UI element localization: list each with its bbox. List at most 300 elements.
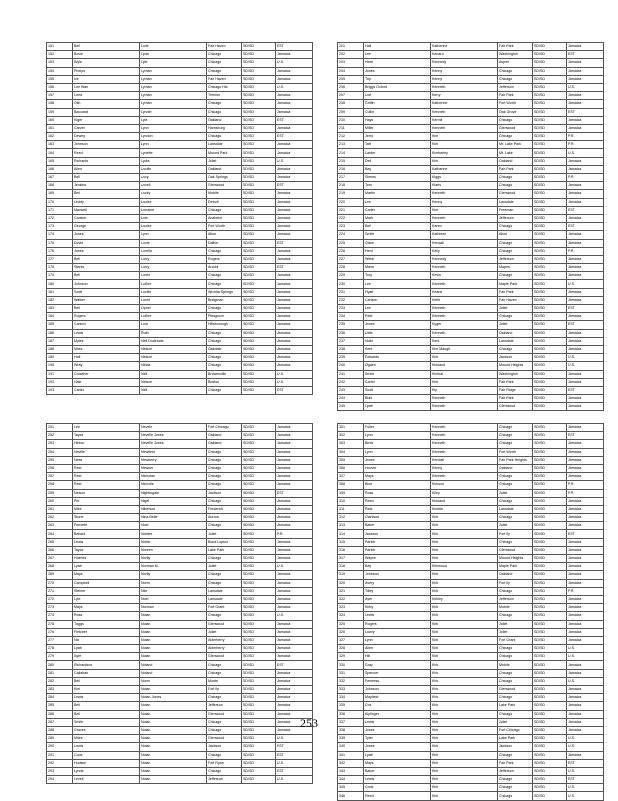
table-cell: Myles [73,337,140,345]
table-cell: Trenton [207,92,242,100]
table-cell: EST [276,743,313,751]
table-cell: Jamaica [567,497,604,505]
table-cell: Edwards [364,354,431,362]
table-cell: Jackson [207,743,242,751]
table-cell: 242 [338,378,364,386]
table-cell: SD/SD [242,337,276,345]
table-cell: Chicago [207,767,242,775]
table-cell: Chicago [207,108,242,116]
table-cell: 337 [338,718,364,726]
table-cell: Jamaica [276,571,313,579]
table-cell: Jamaica [276,464,313,472]
table-cell: 243 [338,386,364,394]
table-cell: 317 [338,555,364,563]
table-cell: EST [276,751,313,759]
table-cell: 219 [338,190,364,198]
table-cell: 342 [338,759,364,767]
table-cell: SD/SD [533,587,567,595]
table-cell: Fort Chicago [498,726,533,734]
table-cell: Mann [364,264,431,272]
table-cell: 310 [338,497,364,505]
table-cell: 230 [338,280,364,288]
table-cell: Lyman [140,92,207,100]
table-cell: 207 [338,92,364,100]
table-cell: U.S. [567,735,604,743]
table-cell: 201 [338,43,364,51]
table-cell: Jamaica [567,403,604,411]
table-cell: Jamaica [567,440,604,448]
table-cell: Baker [364,767,431,775]
table-cell: Nina Belle [140,514,207,522]
table-cell: Jamaica [567,370,604,378]
roster-table-bottom-right [337,423,603,801]
table-cell: Mike [73,505,140,513]
table-cell: EST [567,108,604,116]
table-cell: Jamaica [567,337,604,345]
table-cell: Ayer [73,653,140,661]
table-cell: Noel [140,522,207,530]
table-cell: SD/SD [533,223,567,231]
table-cell: 212 [338,133,364,141]
table-cell: Kyger [431,321,498,329]
table-cell: Jamaica [567,157,604,165]
table-cell: Kirk [431,653,498,661]
table-row [338,157,604,165]
table-cell: Reed [364,497,431,505]
table-row [47,59,313,67]
table-cell: 186 [47,329,73,337]
table-row [47,735,313,743]
table-cell: 222 [338,214,364,222]
table-cell: Chicago [498,67,533,75]
table-cell: Bell [73,702,140,710]
table-cell: SD/SD [533,288,567,296]
table-cell: Tilley [364,587,431,595]
table-cell: EST [276,43,313,51]
table-cell: Lee [73,424,140,432]
table-cell: SD/SD [242,767,276,775]
table-cell: 240 [338,362,364,370]
table-row [338,141,604,149]
table-cell: Fort Ily [498,530,533,538]
table-row [338,743,604,751]
table-cell: SD/SD [242,587,276,595]
table-cell: Norm [140,677,207,685]
table-cell: Jamaica [567,604,604,612]
table-cell: Bay [364,165,431,173]
table-cell: Oak Grove [498,108,533,116]
table-cell: Lynn [140,141,207,149]
table-cell: Pitt [73,497,140,505]
table-cell: SD/SD [242,239,276,247]
table-row [338,735,604,743]
table-cell: Bay [364,563,431,571]
table-cell: Lake Park [498,735,533,743]
table-cell: SD/SD [533,395,567,403]
table-cell: Jamaica [276,718,313,726]
table-row [47,424,313,432]
table-cell: Campbell [73,579,140,587]
table-cell: Lorella [140,247,207,255]
table-cell: Nolan [140,759,207,767]
table-cell: SD/SD [242,473,276,481]
table-cell: Steiner [73,587,140,595]
table-row [47,51,313,59]
table-cell: Nolan [140,702,207,710]
table-cell: 173 [47,223,73,231]
page-number: 253 [300,716,318,730]
table-cell: 275 [47,620,73,628]
table-cell: Nolan [140,735,207,743]
table-cell: Jamaica [276,51,313,59]
table-cell: 224 [338,231,364,239]
table-cell: Noble [140,538,207,546]
table-cell: Jamaica [567,190,604,198]
table-cell: Jamaica [567,165,604,173]
table-cell: Kerry [431,92,498,100]
table-cell: 277 [47,636,73,644]
table-cell: Glenwood [207,620,242,628]
table-cell: SD/SD [533,735,567,743]
table-row [338,386,604,394]
table-cell: Graves [73,726,140,734]
table-cell: Chicago [207,718,242,726]
table-cell: SD/SD [533,165,567,173]
table-cell: Ross [73,612,140,620]
table-cell: Leddy [73,198,140,206]
table-cell: Richardson [73,661,140,669]
table-cell: SD/SD [242,165,276,173]
table-row [47,505,313,513]
table-cell: Wayne [364,555,431,563]
table-cell: Jamaica [276,702,313,710]
table-cell: SD/SD [533,473,567,481]
table-cell: Kirk [431,587,498,595]
table-cell: Kirk [431,759,498,767]
table-cell: 271 [47,587,73,595]
table-row [47,759,313,767]
table-cell: Chicago [498,223,533,231]
table-cell: Chicago [207,464,242,472]
table-row [47,538,313,546]
table-cell: SD/SD [533,370,567,378]
table-cell: Chicago [498,133,533,141]
table-cell: SD/SD [533,571,567,579]
table-cell: SD/SD [242,432,276,440]
table-cell: Mays [73,571,140,579]
table-cell: Spencer [364,669,431,677]
table-cell: P.R. [567,587,604,595]
table-cell: Chicago Hts [207,83,242,91]
table-cell: U.S. [276,776,313,784]
table-cell: Nelson [140,378,207,386]
table-row [338,92,604,100]
table-cell: Jamaica [276,710,313,718]
table-cell: Mound Park [207,149,242,157]
table-cell: Scott [73,288,140,296]
table-cell: Bell [73,174,140,182]
table-cell: Kirk [431,612,498,620]
table-cell: Lyndon [140,133,207,141]
table-cell: Jamaica [567,595,604,603]
table-cell: 285 [47,702,73,710]
table-cell: SD/SD [533,784,567,792]
table-cell: Miller [364,124,431,132]
table-row [47,489,313,497]
table-cell: Jamaica [567,661,604,669]
table-cell: Chicago [207,751,242,759]
table-cell: 334 [338,694,364,702]
table-cell: 314 [338,530,364,538]
table-row [338,108,604,116]
table-cell: Chicago [498,174,533,182]
table-cell: Baker [364,522,431,530]
table-row [338,440,604,448]
table-cell: Norman M. [140,563,207,571]
table-row [338,51,604,59]
table-cell: SD/SD [533,403,567,411]
table-cell: Webb [364,255,431,263]
table-cell: 216 [338,165,364,173]
table-cell: SD/SD [242,255,276,263]
table-row [338,776,604,784]
table-cell: Ogden [364,362,431,370]
table-row [338,424,604,432]
table-cell: Jamaica [567,182,604,190]
table-cell: Nikerson [140,505,207,513]
table-cell: Dell [364,157,431,165]
table-cell: Kenneth [431,403,498,411]
table-cell: Jamaica [567,538,604,546]
table-cell: Fort Ily [498,579,533,587]
table-cell: Lewis [364,718,431,726]
table-cell: SD/SD [533,505,567,513]
table-cell: 280 [47,661,73,669]
table-cell: Lydia [140,157,207,165]
table-cell: U.S. [567,362,604,370]
table-cell: Nile [140,587,207,595]
table-cell: Kimble [431,505,498,513]
table-cell: 175 [47,239,73,247]
table-cell: Kirkson [431,481,498,489]
table-cell: SD/SD [242,354,276,362]
table-cell: 344 [338,776,364,784]
table-cell: SD/SD [533,595,567,603]
table-cell: Jamaica [276,686,313,694]
table-cell: SD/SD [533,133,567,141]
table-row [338,514,604,522]
table-cell: Kelly [431,247,498,255]
table-cell: Lansdale [498,337,533,345]
table-cell: Jamaica [567,43,604,51]
table-cell: 165 [47,157,73,165]
table-cell: Glenwood [498,686,533,694]
table-cell: SD/SD [533,694,567,702]
table-cell: Jamaica [276,280,313,288]
table-row [47,43,313,51]
table-row [338,255,604,263]
table-cell: EST [276,182,313,190]
table-cell: Kenneth [431,214,498,222]
table-cell: SD/SD [533,645,567,653]
table-cell: 267 [47,555,73,563]
table-cell: SD/SD [242,305,276,313]
table-cell: SD/SD [533,43,567,51]
table-cell: 326 [338,628,364,636]
table-cell: Allen [73,165,140,173]
table-cell: Chicago [207,481,242,489]
table-cell: 253 [47,440,73,448]
table-cell: Tom [364,182,431,190]
table-cell: Nolan [140,751,207,759]
table-cell: Norlly [140,555,207,563]
table-cell: SD/SD [533,174,567,182]
table-cell: Jamaica [567,395,604,403]
table-row [338,354,604,362]
table-cell: EST [276,239,313,247]
table-row [47,751,313,759]
table-cell: SD/SD [533,661,567,669]
table-cell: Kenneth [431,83,498,91]
table-cell: SD/SD [242,595,276,603]
table-cell: Joliet [207,157,242,165]
table-row [338,370,604,378]
table-cell: Hudson [73,759,140,767]
table-cell: SD/SD [533,157,567,165]
table-cell: Glenwood [207,182,242,190]
table-cell: SD/SD [533,321,567,329]
table-cell: Chicago [498,424,533,432]
table-cell: 167 [47,174,73,182]
table-cell: 154 [47,67,73,75]
table-cell: 333 [338,686,364,694]
table-cell: Jamaica [567,100,604,108]
table-cell: Glenwood [498,190,533,198]
table-row [338,473,604,481]
table-cell: 268 [47,563,73,571]
table-cell: Fort Ryan [207,759,242,767]
table-cell: Jamaica [276,514,313,522]
table-cell: Norman [140,604,207,612]
table-cell: U.S. [276,735,313,743]
table-cell: Lyndel [140,108,207,116]
table-cell: Gray [364,661,431,669]
table-cell: Lynn [364,448,431,456]
table-cell: Avery [364,579,431,587]
table-row [47,337,313,345]
table-cell: Fair Park [498,759,533,767]
table-row [47,497,313,505]
table-cell: 287 [47,718,73,726]
table-cell: SD/SD [533,538,567,546]
table-cell: 282 [47,677,73,685]
table-row [47,255,313,263]
table-cell: Fair Haven [207,75,242,83]
table-cell: 265 [47,538,73,546]
table-row [47,661,313,669]
table-cell: Jamaica [276,636,313,644]
table-cell: Bell [73,710,140,718]
table-cell: Lott [364,92,431,100]
table-row [47,165,313,173]
table-cell: Chicago [498,776,533,784]
table-cell: SD/SD [242,546,276,554]
table-cell: SD/SD [242,620,276,628]
table-cell: Jamaica [276,448,313,456]
table-cell: Nolan [140,636,207,644]
table-cell: Fair Park [498,165,533,173]
table-cell: Kiel [73,686,140,694]
table-cell: 262 [47,514,73,522]
table-cell: Katherine [431,100,498,108]
table-cell: SD/SD [533,362,567,370]
table-cell: 303 [338,440,364,448]
table-cell: 162 [47,133,73,141]
table-cell: 229 [338,272,364,280]
table-cell: Mound Heights [498,555,533,563]
table-cell: Louise [140,198,207,206]
table-cell: 157 [47,92,73,100]
table-cell: Oakland [498,157,533,165]
table-row [338,497,604,505]
table-cell: Nell Dudehale [140,337,207,345]
table-row [47,514,313,522]
table-cell: Jamaica [567,669,604,677]
table-cell: Jerry [364,133,431,141]
table-cell: 315 [338,538,364,546]
table-cell: Nolan [140,653,207,661]
table-cell: Jamaica [276,124,313,132]
table-cell: SD/SD [242,223,276,231]
table-cell: 308 [338,481,364,489]
table-cell: 336 [338,710,364,718]
table-cell: Kirk [431,378,498,386]
table-cell: Jamaica [276,538,313,546]
table-cell: Lyman [140,75,207,83]
table-cell: 241 [338,370,364,378]
table-cell: EST [567,206,604,214]
table-cell: Jamaica [276,247,313,255]
table-cell: Jefferson [498,767,533,775]
table-cell: SD/SD [242,505,276,513]
table-cell: Boston [207,378,242,386]
table-row [47,116,313,124]
table-cell: Fletcher [73,628,140,636]
table-cell: SD/SD [533,92,567,100]
table-cell: Bell [73,255,140,263]
table-cell: Lynn [364,636,431,644]
table-cell: Jamaica [276,329,313,337]
table-cell: P.R. [567,247,604,255]
table-cell: Kennedy [431,59,498,67]
table-cell: 258 [47,481,73,489]
table-cell: Lewis [364,776,431,784]
table-cell: Chicago [498,116,533,124]
table-cell: 283 [47,686,73,694]
table-cell: 184 [47,313,73,321]
table-cell: 346 [338,792,364,800]
table-cell: SD/SD [242,661,276,669]
table-row [47,321,313,329]
table-cell: Jones [364,726,431,734]
table-row [47,174,313,182]
table-row [47,767,313,775]
table-row [47,604,313,612]
table-cell: Noel [140,595,207,603]
table-cell: Chicago [207,362,242,370]
table-row [47,354,313,362]
table-cell: Keith [431,296,498,304]
